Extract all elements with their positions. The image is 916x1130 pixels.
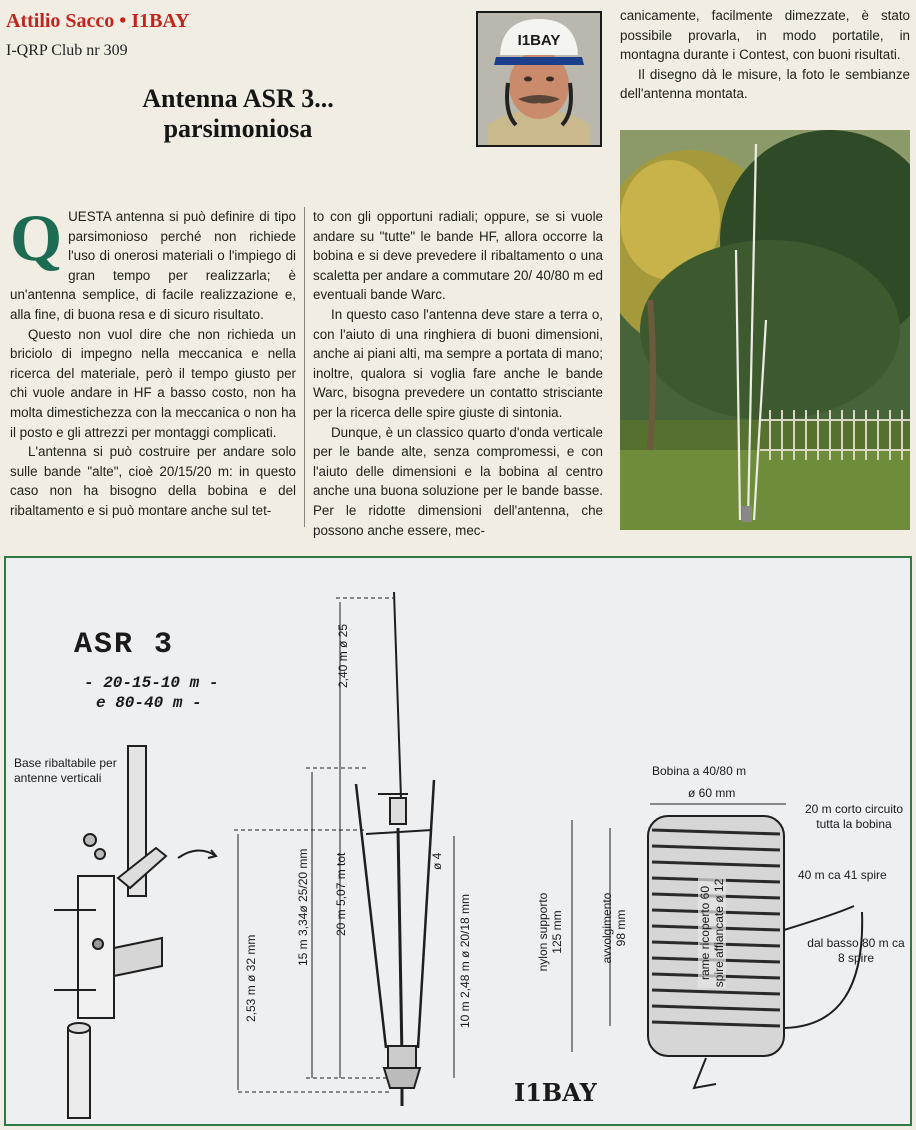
column-divider bbox=[304, 207, 305, 527]
coil-support: nylon supporto 125 mm bbox=[536, 892, 564, 972]
dim-rod-diameter: ø 4 bbox=[430, 852, 444, 870]
coil-80m-tap: dal basso 80 m ca 8 spire bbox=[807, 936, 905, 965]
dim-10m-section: 10 m 2,48 m ø 20/18 mm bbox=[458, 893, 472, 1028]
title-line-1: Antenna ASR 3... bbox=[142, 84, 334, 113]
article-title bbox=[0, 84, 476, 144]
antenna-photo-illustration bbox=[620, 130, 910, 530]
tilting-base-drawing bbox=[54, 746, 216, 1118]
author-signature: I1BAY bbox=[514, 1078, 597, 1107]
text-column-1 bbox=[10, 201, 296, 521]
coil-20m-short: 20 m corto circuito tutta la bobina bbox=[804, 802, 904, 831]
coil-40m-tap: 40 m ca 41 spire bbox=[798, 868, 887, 882]
paragraph: to con gli opportuni radiali; oppure, se si vuole andare su "tutte" le bande HF, allora occorre la bobina e si deve prevedere il ribaltamento o una scaletta per andare a commutare 20/ 40/80 m ed eventuali bande Warc. bbox=[313, 209, 603, 303]
paragraph: In questo caso l'antenna deve stare a terra o, con l'aiuto di una ringhiera di buoni dimensioni, anche ai piani alti, ma sempre a portata di mano; inoltre, qualora si voglia fare anche le bande Warc, bisogna prevedere un contatto strisciante per la ricerca delle spire giuste di sintonia. bbox=[313, 306, 603, 420]
text-column-2 bbox=[313, 207, 603, 540]
base-label: Base ribaltabile per antenne verticali bbox=[14, 756, 117, 785]
paragraph: Dunque, è un classico quarto d'onda verticale per le bande alte, senza compromessi, e con l'aiuto delle dimensioni e la bobina al centro anche una buona soluzione per le bande basse. Per le ridotte dimensioni dell'antenna, che possono anche essere, mec- bbox=[313, 424, 603, 538]
coil-title: Bobina a 40/80 m bbox=[652, 764, 747, 778]
text-column-3 bbox=[620, 6, 910, 104]
author-name: Attilio Sacco • I1BAY bbox=[6, 10, 190, 32]
cap-text: I1BAY bbox=[517, 32, 561, 49]
diagram-handwritten-title: ASR 3 bbox=[74, 628, 175, 662]
paragraph: canicamente, facilmente dimezzate, è stato possibile provarla, in modo portatile, in montagna durante i Contest, con buoni risultati. bbox=[620, 8, 910, 63]
paragraph: Questo non vuol dire che non richieda un briciolo di impegno nella meccanica e nella ricerca del materiale, però il tempo giusto per chi vuole andare in HF a basso costo, non ha molta dimestichezza con la meccanica o non ha il posto e gli attrezzi per montaggi complicati. bbox=[10, 326, 296, 440]
portrait-illustration bbox=[478, 13, 600, 145]
diagram-band-note-1: - 20-15-10 m - bbox=[84, 674, 219, 692]
paragraph: L'antenna si può costruire per andare solo sulle bande "alte", cioè 20/15/20 m: in questo caso non ha bisogno della bobina e del ribaltamento e si può montare anche sul tet- bbox=[10, 444, 296, 518]
antenna-photo bbox=[620, 130, 910, 530]
dim-total-length: 20 m 5,07 m tot bbox=[334, 852, 348, 936]
coil-diameter: ø 60 mm bbox=[688, 786, 736, 800]
club-membership: I-QRP Club nr 309 bbox=[6, 42, 128, 59]
coil-winding: avvolgimento 98 mm bbox=[600, 892, 628, 964]
dim-15m-section: 15 m 3,34ø 25/20 mm bbox=[296, 848, 310, 966]
coil-copper: rame ricoperto 60 spire affiancate ø 12 bbox=[698, 878, 726, 988]
dim-base-tube: 2,53 m ø 32 mm bbox=[244, 934, 258, 1022]
drop-cap: Q bbox=[10, 201, 63, 275]
diagram-band-note-2: e 80-40 m - bbox=[96, 694, 202, 712]
title-line-2: parsimoniosa bbox=[163, 114, 313, 143]
paragraph: QUESTA antenna si può definire di tipo parsimonioso perché non richiede l'uso di onerosi materiali o l'impiego di gran tempo per realizzarla; è un'antenna semplice, di facile realizzazione e, alla fine, di buona resa e di sicuro risultato. bbox=[10, 201, 296, 322]
antenna-diagram bbox=[4, 556, 912, 1126]
dim-top-section: 2,40 m ø 25 bbox=[336, 623, 350, 688]
paragraph: Il disegno dà le misure, la foto le sembianze dell'antenna montata. bbox=[620, 66, 910, 102]
diagram-drawing bbox=[6, 558, 910, 1124]
author-portrait bbox=[476, 11, 602, 147]
